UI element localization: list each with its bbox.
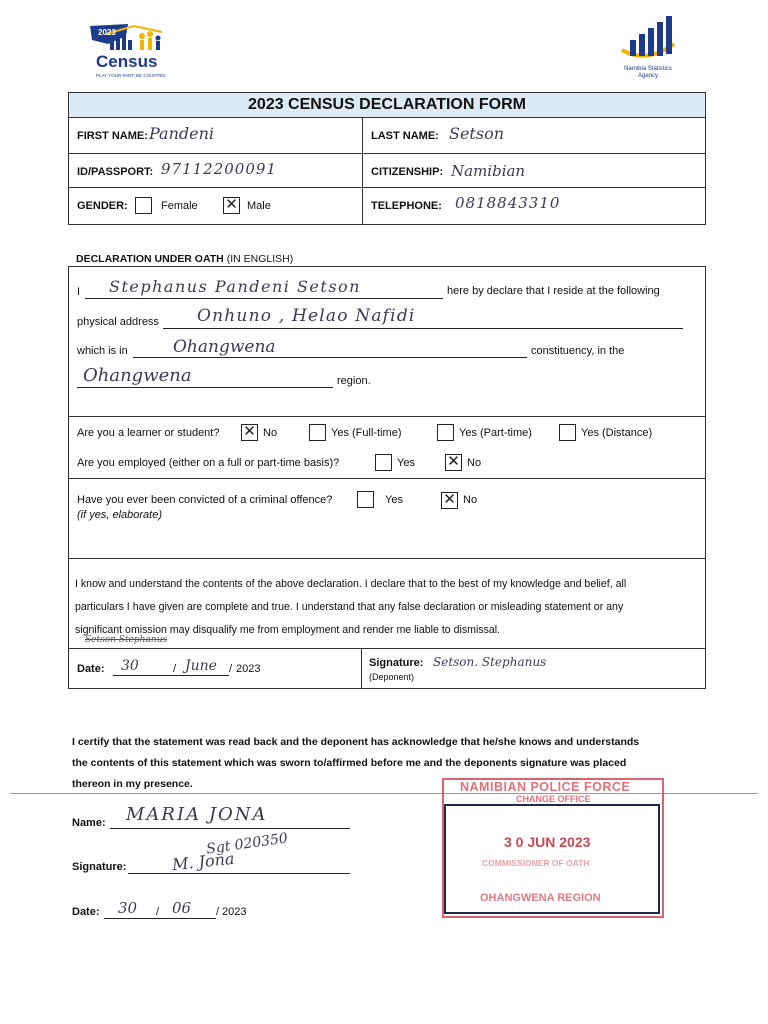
employed-no-label: No (467, 457, 482, 469)
certification-line-2: the contents of this statement which was sworn to/affirmed before me and the deponents signature was placed (72, 757, 627, 769)
deponent-signature-label: Signature: (369, 657, 424, 669)
convicted-elaborate-note: (if yes, elaborate) (77, 509, 162, 521)
form-title-box (68, 92, 706, 118)
id-passport-value[interactable]: 97112200091 (161, 160, 277, 178)
commissioner-name-label: Name: (72, 817, 106, 829)
employed-question: Are you employed (either on a full or part-time basis)? (77, 457, 340, 469)
nsa-logo-name: Namibia Statistics Agency (624, 66, 672, 79)
acknowledgement-line-3: significant omission may disqualify me from employment and render me liable to dismissal. (75, 624, 501, 636)
stamp-line-2: CHANGE OFFICE (516, 794, 591, 804)
divider-after-address (69, 416, 705, 417)
physical-address-label: physical address (77, 316, 159, 328)
employed-yes-label: Yes (397, 457, 415, 469)
convicted-yes-label: Yes (385, 494, 403, 506)
declaration-i-label: I (77, 286, 81, 298)
constituency-value[interactable]: Ohangwena (173, 337, 276, 357)
deponent-date-month[interactable]: June (185, 658, 217, 674)
name-underline (85, 298, 443, 299)
hereby-text: here by declare that I reside at the following (447, 285, 660, 297)
learner-question: Are you a learner or student? (77, 427, 220, 439)
divider-after-conviction (69, 558, 705, 559)
acknowledgement-text (75, 573, 701, 642)
address-underline (163, 328, 683, 329)
convicted-no-checkbox[interactable]: ✕ (441, 492, 458, 509)
convicted-question: Have you ever been convicted of a criminal offence? (77, 494, 333, 506)
table-row-divider-2 (69, 187, 705, 188)
gender-female-label: Female (161, 200, 198, 212)
learner-no-label: No (263, 427, 278, 439)
nsa-logo (616, 14, 680, 84)
declaration-heading (76, 253, 293, 265)
stamp-line-1: NAMIBIAN POLICE FORCE (460, 780, 631, 794)
employed-yes-checkbox[interactable] (375, 454, 392, 471)
divider-after-employment (69, 478, 705, 479)
telephone-value[interactable]: 0818843310 (455, 194, 561, 212)
form-title: 2023 CENSUS DECLARATION FORM (248, 96, 526, 113)
constituency-text: constituency, in the (531, 345, 625, 357)
commissioner-date-underline (104, 918, 216, 919)
gender-female-checkbox[interactable] (135, 197, 152, 214)
commissioner-signature-label: Signature: (72, 861, 127, 873)
deponent-date-day[interactable]: 30 (121, 658, 139, 674)
struck-out-note: Setson Stephanus (85, 635, 168, 645)
table-row-divider-1 (69, 153, 705, 154)
stamp-date: 3 0 JUN 2023 (504, 834, 591, 850)
gender-male-checkbox[interactable]: ✕ (223, 197, 240, 214)
id-passport-label: ID/PASSPORT: (77, 166, 154, 178)
citizenship-value[interactable]: Namibian (451, 162, 526, 180)
deponent-date-sep2: / (229, 663, 233, 675)
which-is-in-label: which is in (77, 345, 128, 357)
table-vertical-divider (362, 118, 363, 224)
declaration-heading-bold: DECLARATION UNDER OATH (76, 253, 224, 265)
commissioner-name-underline (110, 828, 350, 829)
commissioner-signature-underline (128, 873, 350, 874)
declaration-box (68, 266, 706, 689)
convicted-yes-checkbox[interactable] (357, 491, 374, 508)
citizenship-label: CITIZENSHIP: (371, 166, 444, 178)
region-text: region. (337, 375, 371, 387)
learner-distance-checkbox[interactable] (559, 424, 576, 441)
commissioner-date-day[interactable]: 30 (118, 899, 138, 917)
commissioner-signature-value[interactable]: M. Jona (171, 848, 236, 875)
gender-male-label: Male (247, 200, 271, 212)
employed-no-checkbox[interactable]: ✕ (445, 454, 462, 471)
telephone-label: TELEPHONE: (371, 200, 442, 212)
divider-before-date (69, 648, 705, 649)
stamp-line-3: COMMISSIONER OF OATH (482, 858, 590, 868)
commissioner-date-year: 2023 (222, 906, 247, 918)
deponent-date-year: 2023 (236, 663, 261, 675)
certification-line-1: I certify that the statement was read back and the deponent has acknowledge that he/she knows and understands (72, 736, 640, 748)
acknowledgement-line-2: particulars I have given are complete and true. I understand that any false declaration or misleading statement or any (75, 601, 624, 613)
region-value[interactable]: Ohangwena (83, 365, 192, 386)
last-name-label: LAST NAME: (371, 130, 439, 142)
stamp-line-4: OHANGWENA REGION (480, 892, 601, 904)
declaration-name-value[interactable]: Stephanus Pandeni Setson (109, 277, 361, 296)
learner-no-checkbox[interactable]: ✕ (241, 424, 258, 441)
learner-parttime-label: Yes (Part-time) (459, 427, 532, 439)
commissioner-signature-note: Sgt 020350 (205, 830, 289, 858)
divider-date-signature (361, 648, 362, 688)
police-stamp (442, 778, 662, 916)
nsa-logo-graphic (616, 14, 680, 64)
first-name-value[interactable]: Pandeni (149, 124, 215, 143)
commissioner-name-value[interactable]: MARIA JONA (126, 804, 268, 825)
learner-fulltime-checkbox[interactable] (309, 424, 326, 441)
commissioner-date-month[interactable]: 06 (172, 899, 192, 917)
convicted-no-label: No (463, 494, 478, 506)
census-logo-year: 2023 (98, 28, 116, 37)
physical-address-value[interactable]: Onhuno , Helao Nafidi (197, 306, 416, 326)
commissioner-date-sep1: / (156, 906, 160, 918)
first-name-label: FIRST NAME: (77, 130, 148, 142)
declaration-heading-normal: (IN ENGLISH) (226, 253, 294, 265)
last-name-value[interactable]: Setson (449, 124, 505, 143)
deponent-date-underline (113, 675, 229, 676)
learner-fulltime-label: Yes (Full-time) (331, 427, 402, 439)
gender-label: GENDER: (77, 200, 128, 212)
census-logo-tagline: PLAY YOUR PART, BE COUNTED (96, 73, 166, 78)
commissioner-date-sep2: / (216, 906, 220, 918)
personal-details-table (68, 117, 706, 225)
constituency-underline (133, 357, 527, 358)
region-underline (77, 387, 333, 388)
census-logo (88, 22, 180, 82)
census-logo-name: Census (96, 52, 158, 71)
acknowledgement-line-1: I know and understand the contents of the above declaration. I declare that to the best of my knowledge and belief, all (75, 578, 627, 590)
learner-distance-label: Yes (Distance) (581, 427, 653, 439)
deponent-label: (Deponent) (369, 672, 415, 682)
commissioner-date-label: Date: (72, 906, 100, 918)
deponent-signature-value[interactable]: Setson. Stephanus (433, 655, 547, 669)
certification-line-3: thereon in my presence. (72, 778, 193, 790)
deponent-date-label: Date: (77, 663, 105, 675)
deponent-date-sep1: / (173, 663, 177, 675)
learner-parttime-checkbox[interactable] (437, 424, 454, 441)
